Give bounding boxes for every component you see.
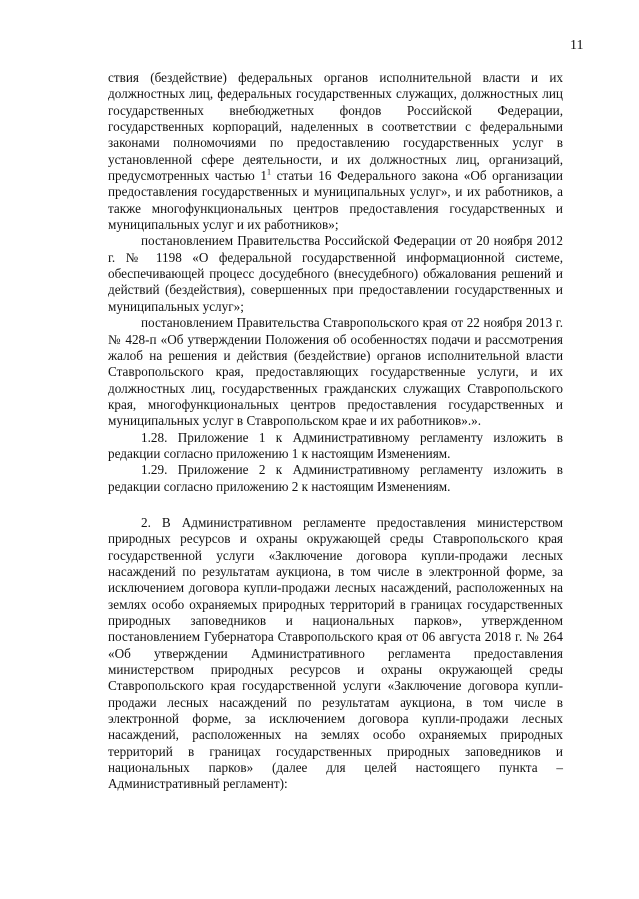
paragraph-complaint-subjects [108,70,563,233]
paragraph-item-1-29: 1.29. Приложение 2 к Административному регламенту изложить в редакции согласно приложению 2 к настоящим Изменениям. [108,462,563,494]
paragraph-item-2: 2. В Административном регламенте предоставления министерством природных ресурсов и охраны окружающей среды Ставропольского края государственной услуги «Заключение договора купли-продажи лесных насаждений по результатам аукциона, в том числе в электронной форме, за исключением договора купли-продажи лесных насаждений, расположенных на землях особо охраняемых природных территорий в границах государственных природных заповедников и национальных парков», утвержденном постановлением Губернатора Ставропольского края от 06 августа 2018 г. № 264 «Об утверждении Административного регламента предоставления министерством природных ресурсов и охраны окружающей среды Ставропольского края государственной услуги «Заключение договора купли-продажи лесных насаждений по результатам аукциона, в том числе в электронной форме, за исключением договора купли-продажи лесных насаждений, расположенных на землях особо охраняемых природных территорий в границах государственных природных заповедников и национальных парков» (далее для целей настоящего пункта – Административный регламент): [108,514,563,792]
paragraph-sk-resolution-428: постановлением Правительства Ставропольского края от 22 ноября 2013 г. № 428-п «Об утверждении Положения об особенностях подачи и рассмотрения жалоб на решения и действия (бездействие) органов исполнительной власти Ставропольского края, предоставляющих государственные услуги, и их должностных лиц, государственных гражданских служащих Ставропольского края, многофункциональных центров предоставления государственных и муниципальных услуг в Ставропольском крае и их работников».». [108,315,563,429]
paragraph-text: статьи 16 Федерального закона «Об организации предоставления государственных и муниципальных услуг», и их работников, а также многофункциональных центров предоставления государственных и муниципальных услуг и их работников»; [108,168,563,233]
paragraph-item-1-28: 1.28. Приложение 1 к Административному регламенту изложить в редакции согласно приложению 1 к настоящим Изменениям. [108,429,563,461]
superscript: 1 [266,167,271,177]
page-number: 11 [570,38,584,53]
paragraph-text: ствия (бездействие) федеральных органов исполнительной власти и их должностных лиц, федеральных государственных служащих, должностных лиц государственных внебюджетных фондов Российской Федерации, государственных корпораций, наделенных в соответствии с федеральными законами полномочиями по предоставлению государственных услуг в установленной сфере деятельности, и их должностных лиц, организаций, предусмотренных частью 1 [108,70,563,184]
section-spacer [108,495,563,515]
document-body [108,70,563,793]
paragraph-rf-resolution-1198: постановлением Правительства Российской Федерации от 20 ноября 2012 г. № 1198 «О федеральной государственной информационной системе, обеспечивающей процесс досудебного (внесудебного) обжалования решений и действий (бездействия), совершенных при предоставлении государственных и муниципальных услуг»; [108,233,563,314]
